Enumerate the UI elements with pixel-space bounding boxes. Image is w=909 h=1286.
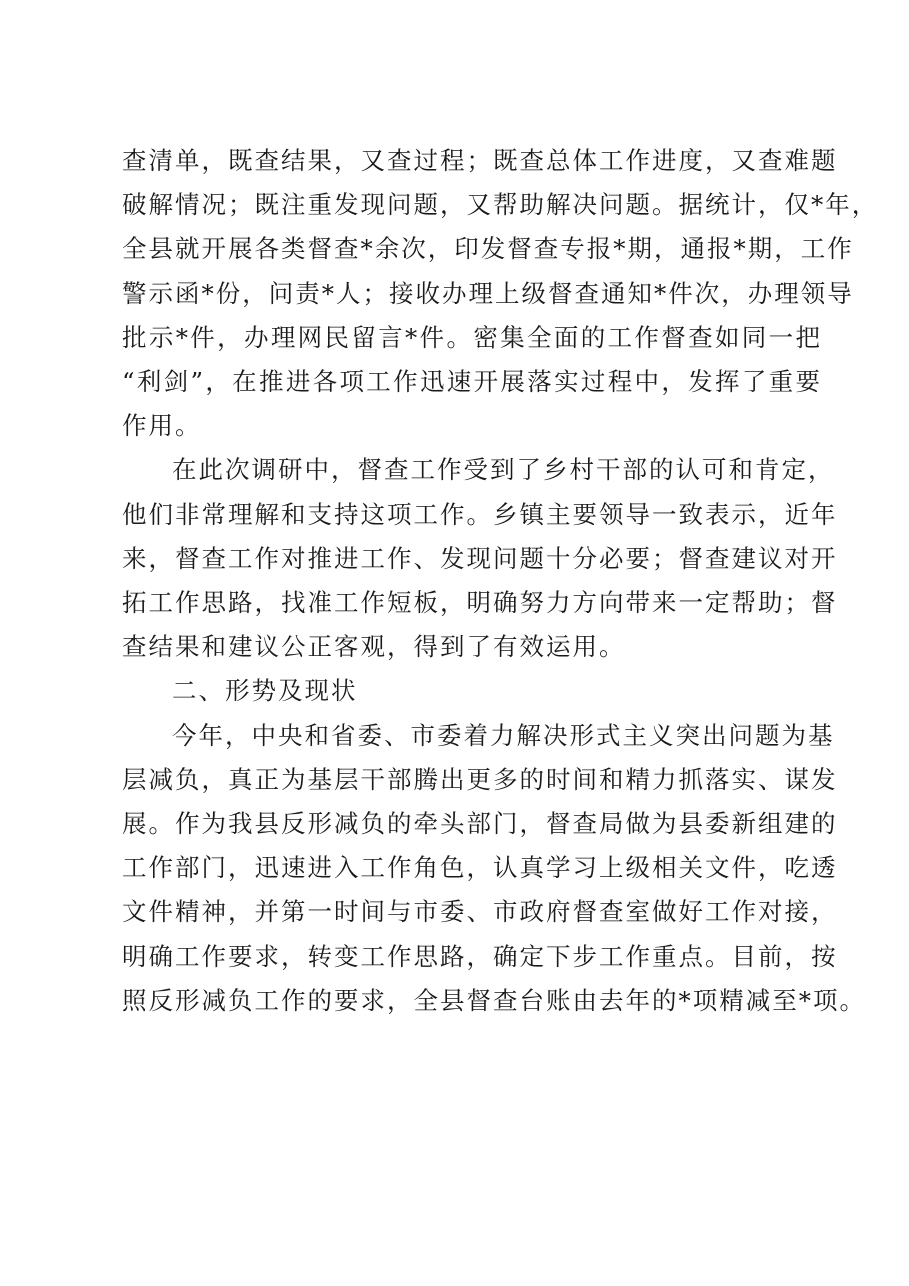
- text-line: 展。作为我县反形减负的牵头部门，督查局做为县委新组建的: [122, 809, 838, 839]
- paragraph-3: [122, 714, 866, 1023]
- text-line: 全县就开展各类督查*余次，印发督查专报*期，通报*期，工作: [122, 234, 854, 264]
- section-heading-text: 二、形势及现状: [172, 676, 358, 706]
- text-line: 拓工作思路，找准工作短板，明确努力方向带来一定帮助；督: [122, 588, 838, 618]
- text-line: 层减负，真正为基层干部腾出更多的时间和精力抓落实、谋发: [122, 764, 838, 794]
- text-line: 破解情况；既注重发现问题，又帮助解决问题。据统计，仅*年，: [122, 190, 879, 220]
- text-line: 他们非常理解和支持这项工作。乡镇主要领导一致表示，近年: [122, 499, 838, 529]
- paragraph-2: [122, 448, 838, 669]
- text-line: 作用。: [122, 411, 202, 441]
- text-line: 文件精神，并第一时间与市委、市政府督查室做好工作对接，: [122, 897, 838, 927]
- document-body: [122, 139, 879, 1023]
- text-line: 查结果和建议公正客观，得到了有效运用。: [122, 632, 626, 662]
- text-line: 今年，中央和省委、市委着力解决形式主义突出问题为基: [172, 720, 835, 750]
- paragraph-1: [122, 139, 879, 448]
- text-line: 警示函*份，问责*人；接收办理上级督查通知*件次，办理领导: [122, 278, 854, 308]
- section-heading: [122, 669, 822, 713]
- text-line: 来，督查工作对推进工作、发现问题十分必要；督查建议对开: [122, 543, 838, 573]
- text-line: 在此次调研中，督查工作受到了乡村干部的认可和肯定，: [172, 455, 835, 485]
- text-line: 照反形减负工作的要求，全县督查台账由去年的*项精减至*项。: [122, 985, 866, 1015]
- text-line: 批示*件，办理网民留言*件。密集全面的工作督查如同一把: [122, 322, 822, 352]
- text-line: 查清单，既查结果，又查过程；既查总体工作进度，又查难题: [122, 146, 838, 175]
- text-line: “利剑”，在推进各项工作迅速开展落实过程中，发挥了重要: [122, 367, 822, 397]
- text-line: 明确工作要求，转变工作思路，确定下步工作重点。目前，按: [122, 941, 838, 971]
- text-line: 工作部门，迅速进入工作角色，认真学习上级相关文件，吃透: [122, 853, 838, 883]
